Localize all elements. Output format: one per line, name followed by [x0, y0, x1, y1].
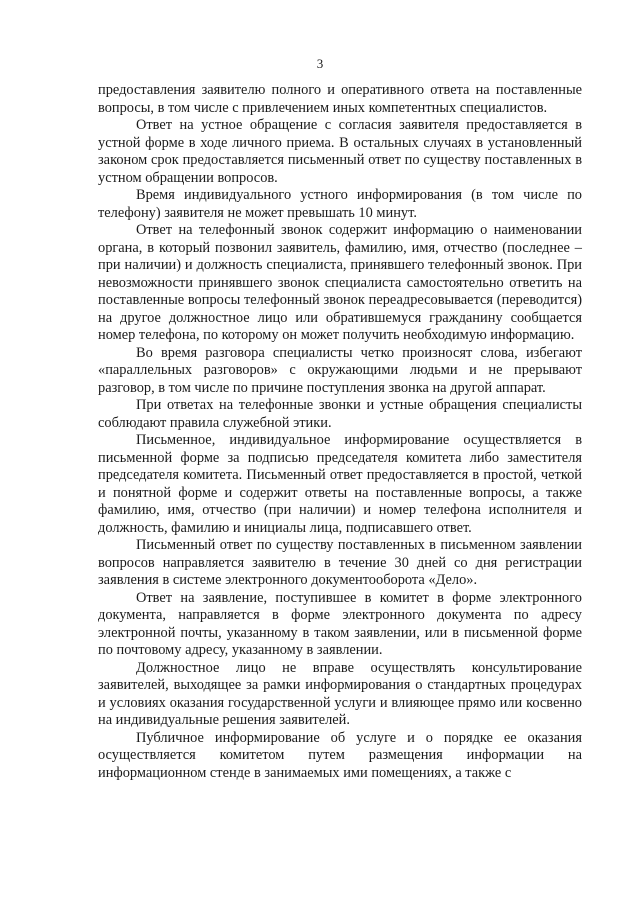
paragraph: Ответ на заявление, поступившее в комитет в форме электронного документа, направляется в форме электронного документа по адресу электронной почты, указанному в таком заявлении, или в письменной форме по почтовому адресу, указанному в заявлении.: [98, 589, 582, 658]
paragraph: Публичное информирование об услуге и о порядке ее оказания осуществляется комитетом путем размещения информации на информационном стенде в занимаемых ими помещениях, а также с: [98, 729, 582, 781]
paragraph: предоставления заявителю полного и оперативного ответа на поставленные вопросы, в том числе с привлечением иных компетентных специалистов.: [98, 82, 582, 116]
paragraph: Письменный ответ по существу поставленных в письменном заявлении вопросов направляется заявителю в течение 30 дней со дня регистрации заявления в системе электронного документооборота «Дело».: [98, 537, 582, 588]
body-text: [98, 82, 582, 782]
page-number: 3: [316, 56, 324, 71]
paragraph: Ответ на телефонный звонок содержит информацию о наименовании органа, в который позвонил заявитель, фамилию, имя, отчество (последнее – при наличии) и должность специалиста, принявшего телефонный звонок. При невозможности принявшего звонок специалиста самостоятельно ответить на поставленные вопросы телефонный звонок переадресовывается (переводится) на другое должностное лицо или обратившемуся гражданину сообщается номер телефона, по которому он может получить необходимую информацию.: [98, 222, 582, 343]
paragraph: Ответ на устное обращение с согласия заявителя предоставляется в устной форме в ходе личного приема. В остальных случаях в установленный законом срок предоставляется письменный ответ по существу поставленных в устном обращении вопросов.: [98, 117, 582, 186]
paragraph: Время индивидуального устного информирования (в том числе по телефону) заявителя не может превышать 10 минут.: [98, 187, 582, 221]
paragraph: Письменное, индивидуальное информирование осуществляется в письменной форме за подписью председателя комитета либо заместителя председателя комитета. Письменный ответ предоставляется в простой, четкой и понятной форме и содержит ответы на поставленные вопросы, а также фамилию, имя, отчество (при наличии) и номер телефона исполнителя и должность, фамилию и инициалы лица, подписавшего ответ.: [98, 432, 582, 536]
paragraph: При ответах на телефонные звонки и устные обращения специалисты соблюдают правила служебной этики.: [98, 397, 582, 431]
paragraph: Во время разговора специалисты четко произносят слова, избегают «параллельных разговоров» с окружающими людьми и не прерывают разговор, в том числе по причине поступления звонка на другой аппарат.: [98, 344, 582, 396]
paragraph: Должностное лицо не вправе осуществлять консультирование заявителей, выходящее за рамки информирования о стандартных процедурах и условиях оказания государственной услуги и влияющее прямо или косвенно на индивидуальные решения заявителей.: [98, 659, 582, 728]
